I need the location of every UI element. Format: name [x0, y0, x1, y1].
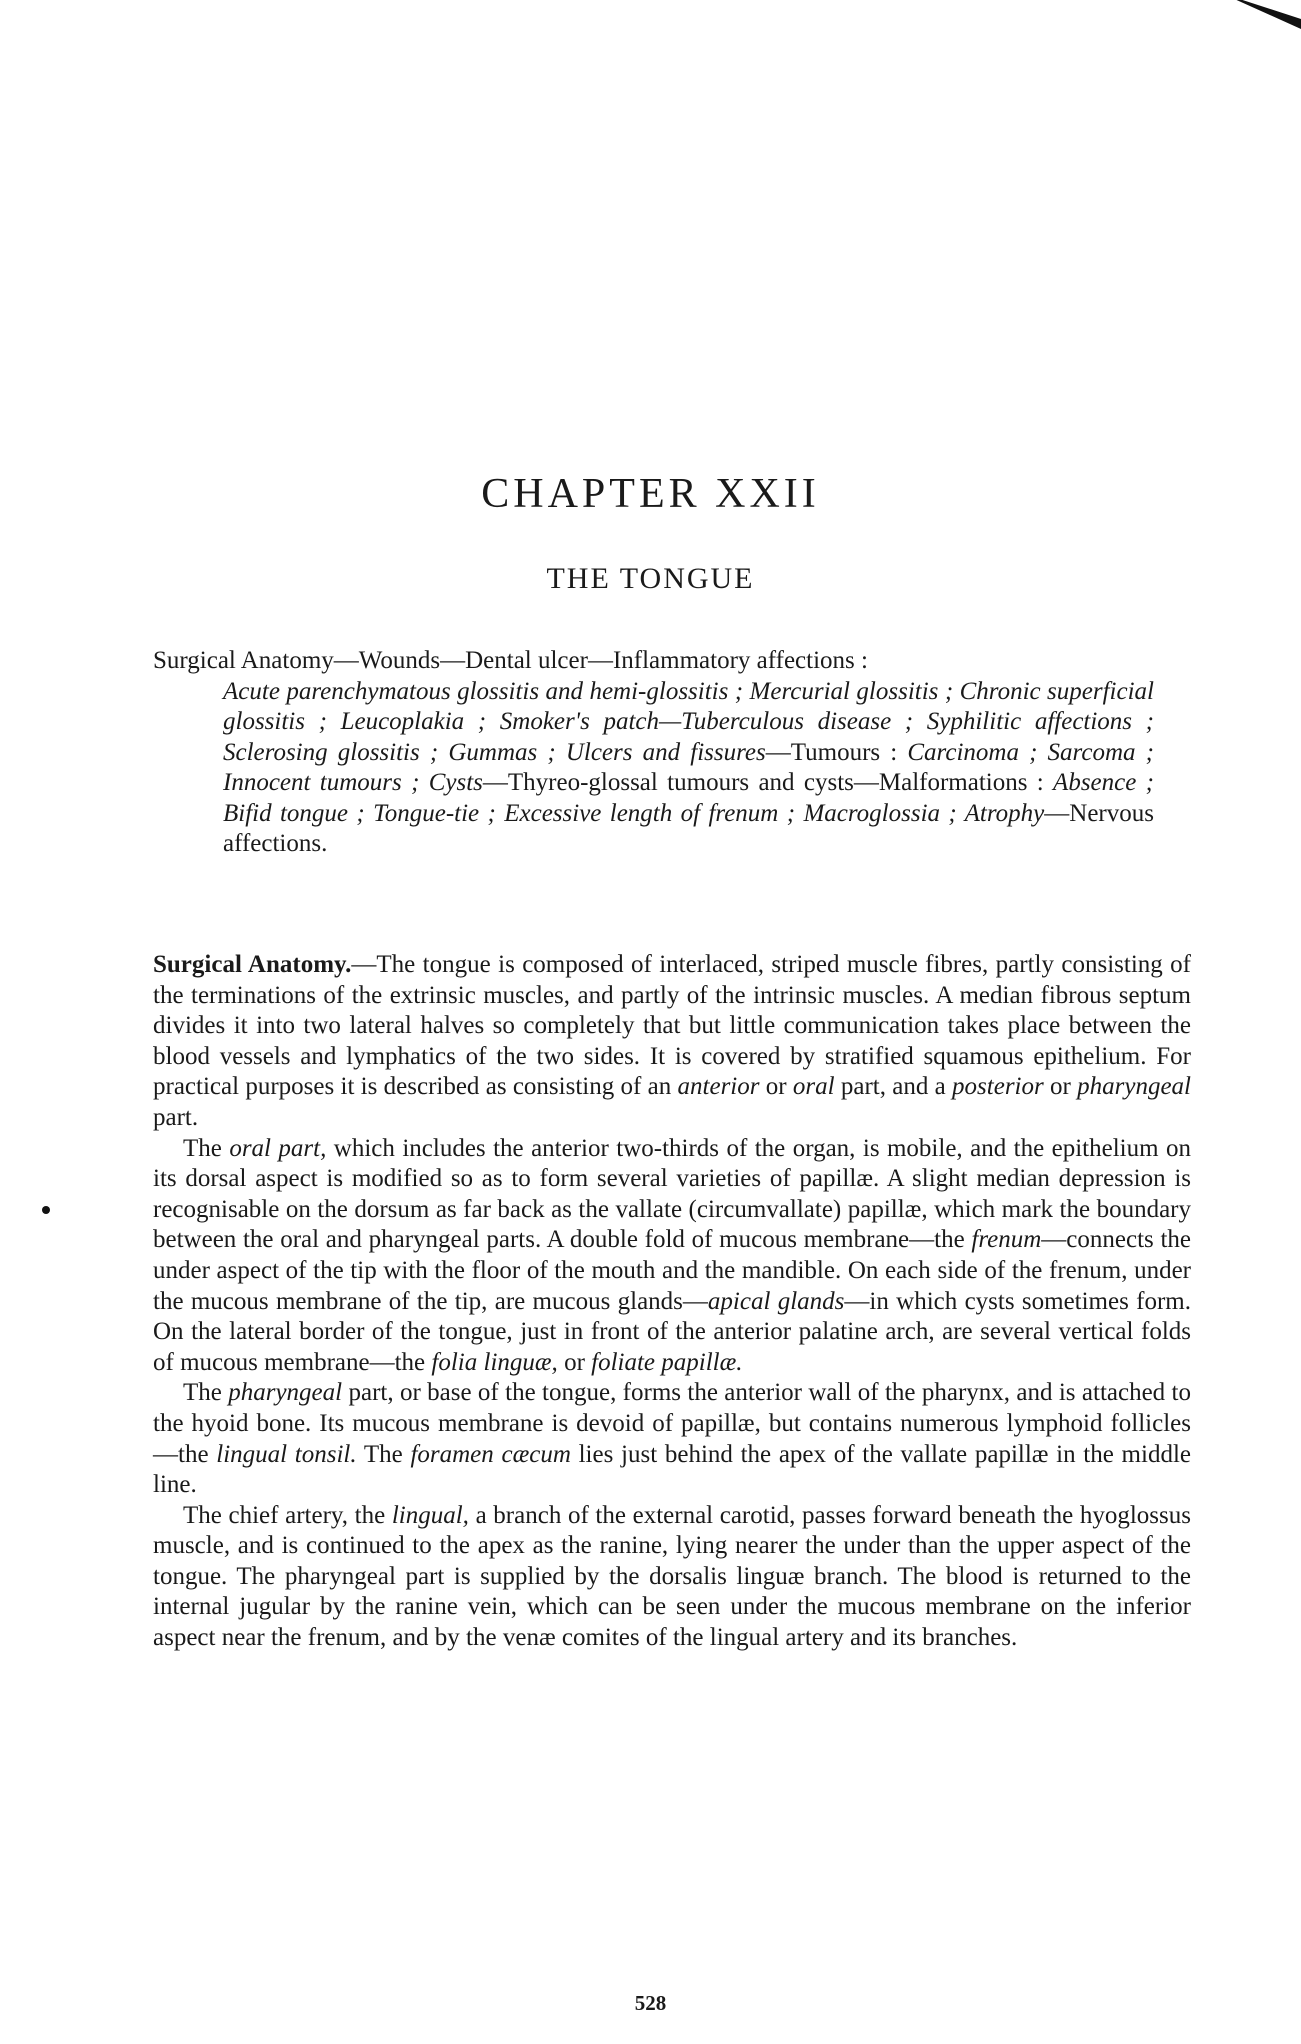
- italic-term: posterior: [952, 1073, 1044, 1101]
- text-run: or: [1043, 1073, 1078, 1101]
- corner-scan-mark: [1221, 0, 1301, 29]
- paragraph-blood-supply: [153, 1501, 1191, 1654]
- chapter-title: CHAPTER XXII: [481, 471, 820, 517]
- synopsis-item: Carcinoma ; Sarcoma ; Innocent tumours ; Cysts: [223, 738, 1154, 796]
- italic-term: apical glands: [707, 1287, 845, 1315]
- synopsis-item: —Nervous affections.: [223, 799, 1154, 857]
- text-run: or: [557, 1348, 592, 1376]
- italic-term: foliate papillæ.: [591, 1348, 743, 1376]
- italic-term: lingual tonsil.: [216, 1440, 357, 1468]
- chapter-subtitle: THE TONGUE: [546, 562, 755, 595]
- synopsis-lead: Surgical Anatomy—Wounds—Dental ulcer—Inflammatory affections :: [153, 647, 868, 674]
- text-run: —in which cysts sometimes form. On the lateral border of the tongue, just in front of the anterior palatine arch, are several vertical folds of mucous membrane—the: [153, 1287, 1191, 1376]
- stray-ink-mark: [42, 1206, 50, 1214]
- italic-term: pharyngeal: [228, 1379, 343, 1407]
- text-run: or: [759, 1073, 793, 1101]
- italic-term: frenum: [971, 1226, 1042, 1254]
- paragraph-surgical-anatomy: [153, 950, 1191, 1134]
- italic-term: oral part,: [229, 1134, 327, 1162]
- italic-term: oral: [792, 1073, 835, 1101]
- chapter-synopsis: [153, 646, 1154, 860]
- italic-term: lingual,: [391, 1501, 469, 1529]
- italic-term: pharyngeal: [1077, 1073, 1192, 1101]
- italic-term: anterior: [677, 1073, 760, 1101]
- synopsis-item: Absence ; Bifid tongue ; Tongue-tie ; Excessive length of frenum ; Macroglossia ; Atrophy: [223, 769, 1154, 827]
- text-run: The: [183, 1134, 230, 1162]
- synopsis-detail: [153, 677, 1154, 860]
- page-number: 528: [634, 1991, 667, 2015]
- italic-term: folia linguæ,: [431, 1348, 558, 1376]
- body-text: [153, 950, 1191, 1654]
- synopsis-item: —Tumours :: [765, 738, 908, 766]
- synopsis-item: —Thyreo-glossal tumours and cysts—Malformations :: [482, 769, 1054, 796]
- text-run: —connects the under aspect of the tip with the floor of the mouth and the mandible. On each side of the frenum, under the mucous membrane of the tip, are mucous glands—: [153, 1226, 1191, 1315]
- text-run: lies just behind the apex of the vallate papillæ in the middle line.: [153, 1440, 1191, 1499]
- text-run: —The tongue is composed of interlaced, striped muscle fibres, partly consisting of the terminations of the extrinsic muscles, and partly of the intrinsic muscles. A median fibrous septum divides it into two lateral halves so completely that but little communication takes place between the blood vessels and lymphatics of the two sides. It is covered by stratified squamous epithelium. For practical purposes it is described as consisting of an: [153, 951, 1191, 1101]
- synopsis-item: Acute parenchymatous glossitis and hemi-glossitis ; Mercurial glossitis ; Chronic superficial glossitis ; Leucoplakia ; Smoker's patch—: [223, 677, 1154, 735]
- text-run: part.: [153, 1103, 199, 1131]
- text-run: part, and a: [834, 1073, 953, 1101]
- synopsis-item: Tuberculous disease ; Syphilitic affections ; Sclerosing glossitis ; Gummas ; Ulcers and fissures: [223, 708, 1154, 766]
- paragraph-pharyngeal-part: [153, 1378, 1191, 1500]
- text-run: part, or base of the tongue, forms the anterior wall of the pharynx, and is attached to the hyoid bone. Its mucous membrane is devoid of papillæ, but contains numerous lymphoid follicles—the: [153, 1379, 1191, 1468]
- text-run: a branch of the external carotid, passes forward beneath the hyoglossus muscle, and is continued to the apex as the ranine, lying nearer the under than the upper aspect of the tongue. The pharyngeal part is supplied by the dorsalis linguæ branch. The blood is returned to the internal jugular by the ranine vein, which can be seen under the mucous membrane on the inferior aspect near the frenum, and by the venæ comites of the lingual artery and its branches.: [153, 1501, 1191, 1652]
- text-run: The: [183, 1379, 229, 1407]
- text-run: The chief artery, the: [183, 1501, 392, 1529]
- paragraph-oral-part: [153, 1134, 1191, 1379]
- section-heading: Surgical Anatomy.: [153, 951, 352, 978]
- text-run: which includes the anterior two-thirds of the organ, is mobile, and the epithelium on its dorsal aspect is modified so as to form several varieties of papillæ. A slight median depression is recognisable on the dorsum as far back as the vallate (circumvallate) papillæ, which mark the boundary between the oral and pharyngeal parts. A double fold of mucous membrane—the: [153, 1134, 1191, 1254]
- italic-term: foramen cæcum: [410, 1440, 571, 1468]
- text-run: The: [356, 1440, 411, 1468]
